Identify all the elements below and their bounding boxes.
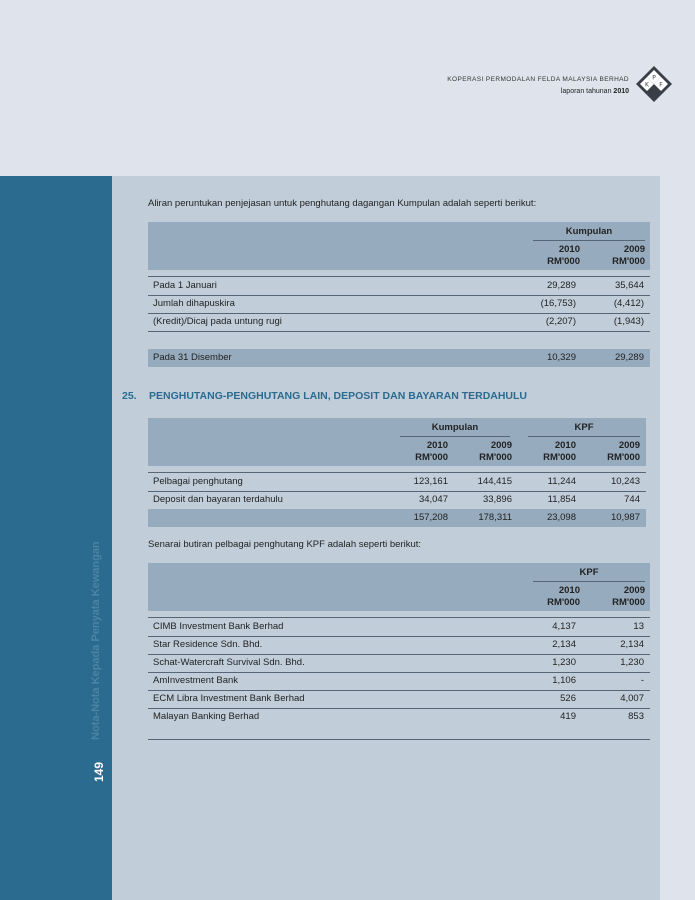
row-value: 34,047: [418, 494, 448, 505]
row-value-2010: 419: [560, 711, 576, 722]
row-value-2009: 35,644: [614, 280, 644, 291]
section25-col-p2010: [516, 440, 576, 464]
table-row: [148, 690, 650, 709]
table3-bottom-rule: [148, 739, 650, 740]
row-value: 23,098: [546, 512, 576, 523]
table3-col-2009: [585, 585, 645, 609]
row-value-2009: 4,007: [620, 693, 644, 704]
logo-letter-k: K: [645, 81, 649, 89]
kpf-logo: [636, 66, 672, 102]
report-header: [447, 74, 629, 98]
row-value: 744: [624, 494, 640, 505]
row-label: AmInvestment Bank: [153, 675, 239, 686]
row-value: 144,415: [477, 476, 512, 487]
table1-year-2009: 2009: [623, 244, 645, 255]
report-year-prefix: laporan tahunan: [560, 88, 612, 95]
section25-col-k2009: [452, 440, 512, 464]
row-label: (Kredit)/Dicaj pada untung rugi: [153, 316, 282, 327]
row-value-2010: 526: [560, 693, 576, 704]
table1-unit-2009: RM'000: [612, 256, 645, 267]
section-25-heading: [122, 390, 527, 402]
row-value-2010: 1,230: [552, 657, 576, 668]
table-row: [148, 654, 650, 673]
organization-name: KOPERASI PERMODALAN FELDA MALAYSIA BERHAD: [447, 76, 629, 83]
section25-group-kpf: KPF: [574, 422, 594, 433]
row-value: 11,244: [547, 476, 576, 487]
table3-intro: Senarai butiran pelbagai penghutang KPF adalah seperti berikut:: [148, 539, 422, 550]
table-row: [148, 636, 650, 655]
table1-total-row: [148, 349, 650, 367]
section25-total-row: [148, 509, 646, 527]
row-value: 10,243: [610, 476, 640, 487]
row-label: CIMB Investment Bank Berhad: [153, 621, 284, 632]
row-value: 11,854: [547, 494, 576, 505]
table-row: [148, 295, 650, 314]
row-value-2009: 2,134: [620, 639, 644, 650]
row-value-2010: 4,137: [552, 621, 576, 632]
row-label: Jumlah dihapuskira: [153, 298, 235, 309]
section-title: PENGHUTANG-PENGHUTANG LAIN, DEPOSIT DAN BAYARAN TERDAHULU: [149, 390, 528, 402]
row-value-2010: 29,289: [546, 280, 576, 291]
unit-label: RM'000: [415, 452, 448, 463]
year-label: 2010: [558, 585, 580, 596]
section25-col-k2010: [388, 440, 448, 464]
table-row: [148, 708, 650, 726]
year-label: 2009: [623, 585, 645, 596]
row-value-2009: (1,943): [613, 316, 644, 327]
section25-group-rule-kumpulan: [400, 436, 510, 437]
unit-label: RM'000: [612, 597, 645, 608]
row-label: Pada 1 Januari: [153, 280, 217, 291]
year-label: 2009: [618, 440, 640, 451]
logo-letter-p: P: [652, 74, 656, 82]
section25-col-p2009: [580, 440, 640, 464]
unit-label: RM'000: [607, 452, 640, 463]
row-value-2009: 853: [628, 711, 644, 722]
table3-group-rule: [533, 581, 645, 582]
row-label: Malayan Banking Berhad: [153, 711, 260, 722]
table1-col-2010: [520, 244, 580, 268]
row-value-2010: 2,134: [552, 639, 576, 650]
table-row: [148, 313, 650, 332]
row-value: 33,896: [482, 494, 512, 505]
table-row: [148, 473, 646, 492]
row-label: ECM Libra Investment Bank Berhad: [153, 693, 305, 704]
row-value-2009: 29,289: [614, 352, 644, 363]
table3-group-kpf: KPF: [579, 567, 599, 578]
row-value-2009: 13: [633, 621, 644, 632]
row-value-2010: 1,106: [552, 675, 576, 686]
unit-label: RM'000: [543, 452, 576, 463]
table1-unit-2010: RM'000: [547, 256, 580, 267]
unit-label: RM'000: [479, 452, 512, 463]
report-year-value: 2010: [613, 88, 629, 95]
section25-group-rule-kpf: [528, 436, 640, 437]
right-margin: [660, 176, 695, 900]
table1-intro: Aliran peruntukan penjejasan untuk penghutang dagangan Kumpulan adalah seperti berikut:: [148, 198, 537, 209]
row-label: Star Residence Sdn. Bhd.: [153, 639, 263, 650]
table-row: [148, 277, 650, 296]
table3-col-2010: [520, 585, 580, 609]
row-value-2009: -: [640, 675, 644, 686]
row-label: Pada 31 Disember: [153, 352, 232, 363]
section-number: 25.: [122, 390, 137, 402]
row-value: 123,161: [413, 476, 448, 487]
table1-group-kumpulan: Kumpulan: [565, 226, 613, 237]
year-label: 2010: [554, 440, 576, 451]
logo-letter-f: F: [659, 81, 663, 89]
row-value-2010: (16,753): [540, 298, 576, 309]
sidebar-title: Nota-Nota Kepada Penyata Kewangan: [90, 541, 102, 740]
row-label: Pelbagai penghutang: [153, 476, 243, 487]
row-value-2009: (4,412): [613, 298, 644, 309]
report-year: [447, 86, 629, 98]
table1-col-2009: [585, 244, 645, 268]
section25-group-kumpulan: Kumpulan: [431, 422, 479, 433]
row-value: 178,311: [478, 512, 512, 523]
table-row: [148, 672, 650, 691]
row-label: Deposit dan bayaran terdahulu: [153, 494, 283, 505]
page-number: 149: [92, 761, 106, 782]
row-label: Schat-Watercraft Survival Sdn. Bhd.: [153, 657, 305, 668]
year-label: 2009: [490, 440, 512, 451]
row-value-2009: 1,230: [620, 657, 644, 668]
row-value-2010: 10,329: [546, 352, 576, 363]
row-value: 157,208: [413, 512, 448, 523]
row-value-2010: (2,207): [545, 316, 576, 327]
table-row: [148, 618, 650, 637]
unit-label: RM'000: [547, 597, 580, 608]
table1-year-2010: 2010: [558, 244, 580, 255]
table-row: [148, 491, 646, 509]
table1-group-rule: [533, 240, 645, 241]
year-label: 2010: [426, 440, 448, 451]
row-value: 10,987: [610, 512, 640, 523]
